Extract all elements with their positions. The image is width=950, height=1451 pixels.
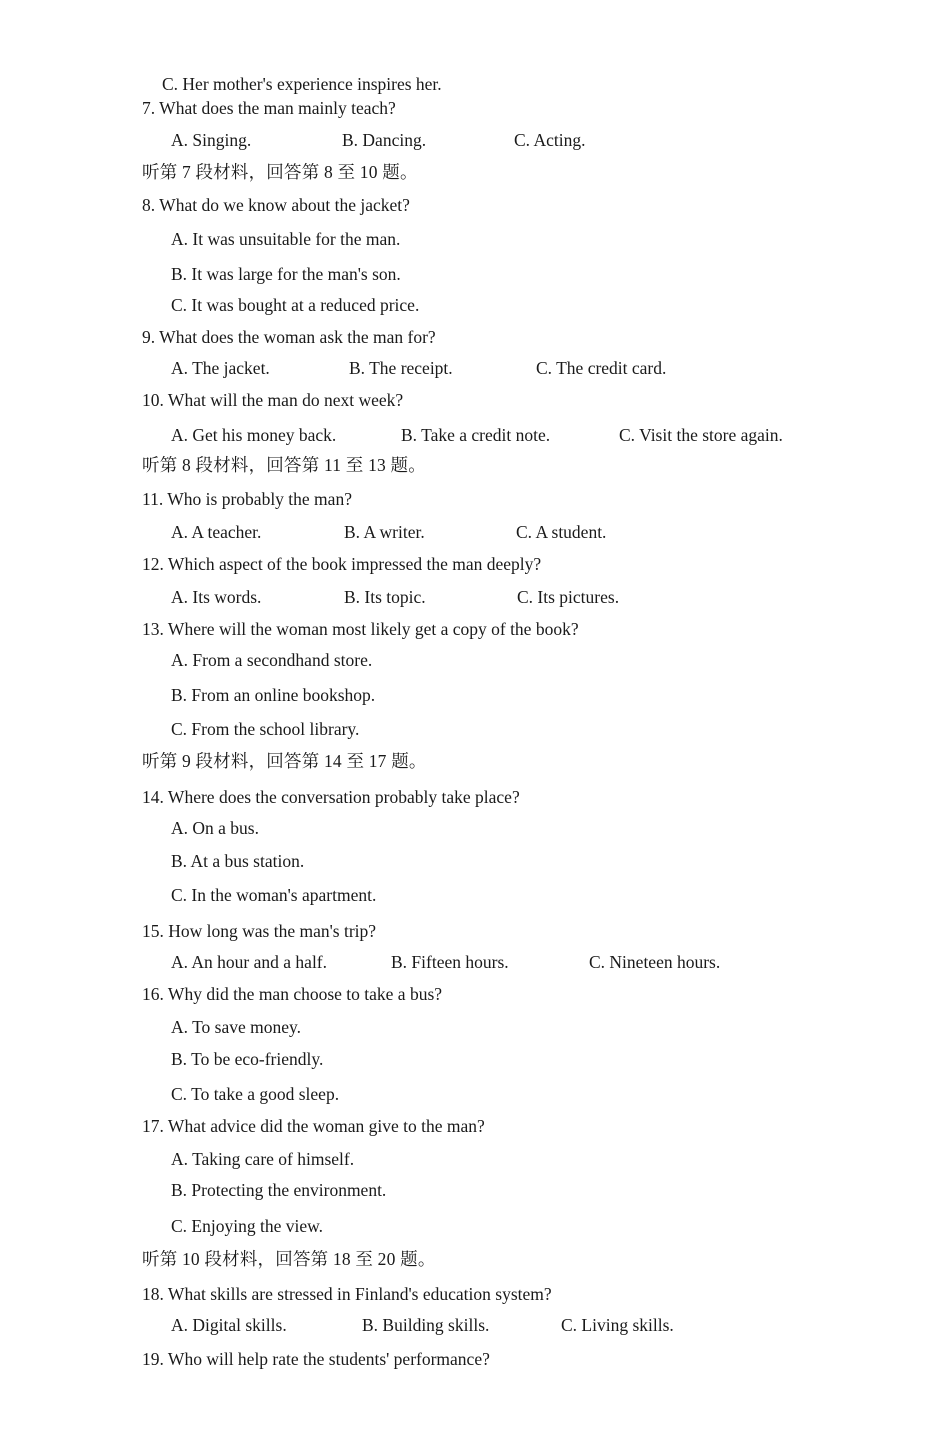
option-c: C. It was bought at a reduced price. — [171, 295, 420, 315]
option-c: C. From the school library. — [171, 719, 360, 739]
question-19: 19. Who will help rate the students' performance? — [142, 1349, 490, 1369]
option-b: B. Building skills. — [362, 1315, 490, 1335]
question-17: 17. What advice did the woman give to the man? — [142, 1116, 485, 1136]
question-9: 9. What does the woman ask the man for? — [142, 327, 436, 347]
option-b: B. At a bus station. — [171, 851, 305, 871]
option-a: A. On a bus. — [171, 818, 259, 838]
option-c: C. The credit card. — [536, 358, 667, 378]
option-b: B. Fifteen hours. — [391, 952, 509, 972]
option-line: C. Her mother's experience inspires her. — [162, 74, 442, 94]
section-heading: 听第 9 段材料，回答第 14 至 17 题。 — [142, 751, 427, 771]
option-b: B. The receipt. — [349, 358, 453, 378]
option-c: C. Visit the store again. — [619, 425, 783, 445]
option-b: B. Take a credit note. — [401, 425, 551, 445]
option-b: B. From an online bookshop. — [171, 685, 376, 705]
option-b: B. To be eco-friendly. — [171, 1049, 324, 1069]
option-a: A. Its words. — [171, 587, 262, 607]
question-15: 15. How long was the man's trip? — [142, 921, 377, 941]
question-12: 12. Which aspect of the book impressed the man deeply? — [142, 554, 542, 574]
option-a: A. Get his money back. — [171, 425, 337, 445]
section-heading: 听第 10 段材料，回答第 18 至 20 题。 — [142, 1249, 436, 1269]
question-16: 16. Why did the man choose to take a bus? — [142, 984, 443, 1004]
question-10: 10. What will the man do next week? — [142, 390, 404, 410]
option-a: A. The jacket. — [171, 358, 270, 378]
option-c: C. Nineteen hours. — [589, 952, 721, 972]
option-c: C. Acting. — [514, 130, 586, 150]
option-b: B. Dancing. — [342, 130, 427, 150]
option-a: A. Taking care of himself. — [171, 1149, 355, 1169]
option-b: B. A writer. — [344, 522, 425, 542]
question-11: 11. Who is probably the man? — [142, 489, 352, 509]
option-c: C. In the woman's apartment. — [171, 885, 377, 905]
option-c: C. Enjoying the view. — [171, 1216, 323, 1236]
question-8: 8. What do we know about the jacket? — [142, 195, 410, 215]
section-heading: 听第 7 段材料，回答第 8 至 10 题。 — [142, 162, 418, 182]
option-b: B. It was large for the man's son. — [171, 264, 401, 284]
option-c: C. Its pictures. — [517, 587, 620, 607]
question-14: 14. Where does the conversation probably take place? — [142, 787, 520, 807]
option-c: C. To take a good sleep. — [171, 1084, 340, 1104]
option-a: A. To save money. — [171, 1017, 302, 1037]
option-a: A. Digital skills. — [171, 1315, 287, 1335]
option-a: A. An hour and a half. — [171, 952, 328, 972]
question-18: 18. What skills are stressed in Finland's education system? — [142, 1284, 552, 1304]
option-a: A. A teacher. — [171, 522, 262, 542]
option-b: B. Its topic. — [344, 587, 426, 607]
section-heading: 听第 8 段材料，回答第 11 至 13 题。 — [142, 455, 426, 475]
question-7: 7. What does the man mainly teach? — [142, 98, 396, 118]
option-a: A. From a secondhand store. — [171, 650, 373, 670]
option-a: A. It was unsuitable for the man. — [171, 229, 401, 249]
option-b: B. Protecting the environment. — [171, 1180, 387, 1200]
option-c: C. Living skills. — [561, 1315, 674, 1335]
option-c: C. A student. — [516, 522, 607, 542]
question-13: 13. Where will the woman most likely get a copy of the book? — [142, 619, 579, 639]
option-a: A. Singing. — [171, 130, 252, 150]
